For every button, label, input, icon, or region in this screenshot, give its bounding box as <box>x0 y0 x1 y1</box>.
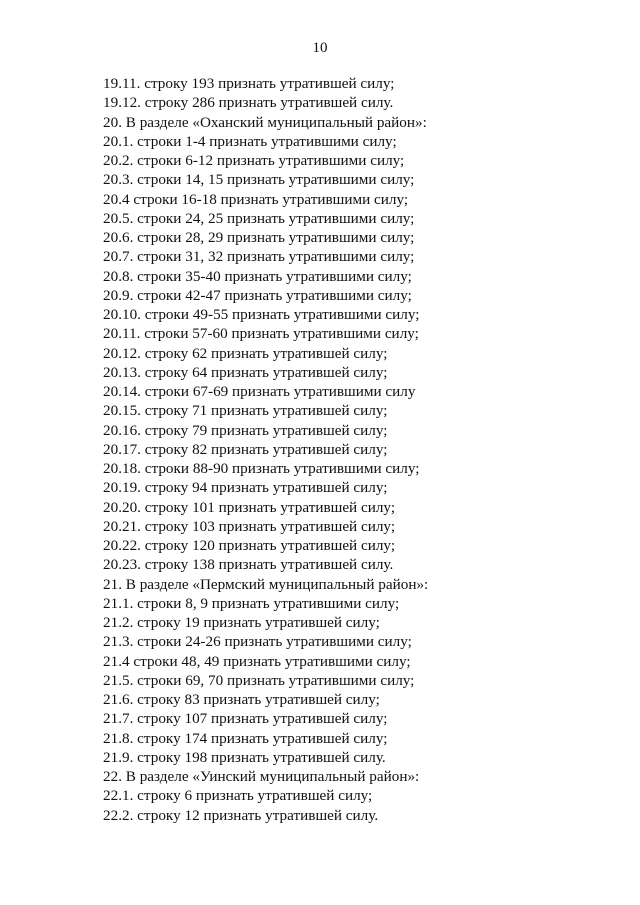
document-body <box>103 74 603 825</box>
doc-line: 22.2. строку 12 признать утратившей силу. <box>103 806 379 824</box>
doc-line: 20.21. строку 103 признать утратившей силу; <box>103 517 396 535</box>
doc-line: 20.4 строки 16-18 признать утратившими силу; <box>103 190 409 208</box>
doc-line: 21.6. строку 83 признать утратившей силу; <box>103 691 380 708</box>
doc-line: 20.23. строку 138 признать утратившей силу. <box>103 556 394 574</box>
page-number: 10 <box>312 40 328 56</box>
doc-line: 21.8. строку 174 признать утратившей силу; <box>103 729 388 747</box>
section-heading: 22. В разделе «Уинский муниципальный район»: <box>103 768 420 785</box>
doc-line: 20.1. строки 1-4 признать утратившими силу; <box>103 132 397 150</box>
doc-line: 21.1. строки 8, 9 признать утратившими силу; <box>103 594 400 612</box>
doc-line: 20.6. строки 28, 29 признать утратившими силу; <box>103 229 415 246</box>
doc-line: 20.15. строку 71 признать утратившей силу; <box>103 402 388 420</box>
doc-line: 21.4 строки 48, 49 признать утратившими силу; <box>103 652 411 670</box>
doc-line: 21.2. строку 19 признать утратившей силу; <box>103 614 380 631</box>
doc-line: 20.9. строки 42-47 признать утратившими силу; <box>103 286 412 304</box>
doc-line: 20.22. строку 120 признать утратившей силу; <box>103 537 396 554</box>
doc-line: 20.8. строки 35-40 признать утратившими силу; <box>103 267 412 285</box>
doc-line: 20.17. строку 82 признать утратившей силу; <box>103 440 388 458</box>
doc-line: 21.3. строки 24-26 признать утратившими силу; <box>103 633 412 651</box>
doc-line: 20.14. строки 67-69 признать утратившими силу <box>103 383 416 400</box>
doc-line: 20.2. строки 6-12 признать утратившими силу; <box>103 152 405 169</box>
doc-line: 20.16. строку 79 признать утратившей силу; <box>103 421 388 439</box>
doc-line: 20.10. строки 49-55 признать утратившими силу; <box>103 306 420 323</box>
section-heading: 20. В разделе «Оханский муниципальный район»: <box>103 113 427 131</box>
doc-line: 20.20. строку 101 признать утратившей силу; <box>103 498 396 516</box>
doc-line: 20.12. строку 62 признать утратившей силу; <box>103 344 388 362</box>
doc-line: 20.19. строку 94 признать утратившей силу; <box>103 479 388 497</box>
doc-line: 20.7. строки 31, 32 признать утратившими силу; <box>103 248 415 266</box>
doc-line: 20.18. строки 88-90 признать утратившими силу; <box>103 460 420 477</box>
doc-line: 20.3. строки 14, 15 признать утратившими силу; <box>103 171 415 189</box>
doc-line: 21.7. строку 107 признать утратившей силу; <box>103 710 388 728</box>
doc-line: 19.12. строку 286 признать утратившей силу. <box>103 94 394 112</box>
doc-line: 19.11. строку 193 признать утратившей силу; <box>103 75 395 92</box>
doc-line: 20.11. строки 57-60 признать утратившими силу; <box>103 325 419 343</box>
doc-line: 22.1. строку 6 признать утратившей силу; <box>103 787 373 805</box>
doc-line: 20.13. строку 64 признать утратившей силу; <box>103 363 388 381</box>
section-heading: 21. В разделе «Пермский муниципальный район»: <box>103 575 429 593</box>
doc-line: 21.9. строку 198 признать утратившей силу. <box>103 748 386 766</box>
doc-line: 21.5. строки 69, 70 признать утратившими силу; <box>103 671 415 689</box>
doc-line: 20.5. строки 24, 25 признать утратившими силу; <box>103 209 415 227</box>
